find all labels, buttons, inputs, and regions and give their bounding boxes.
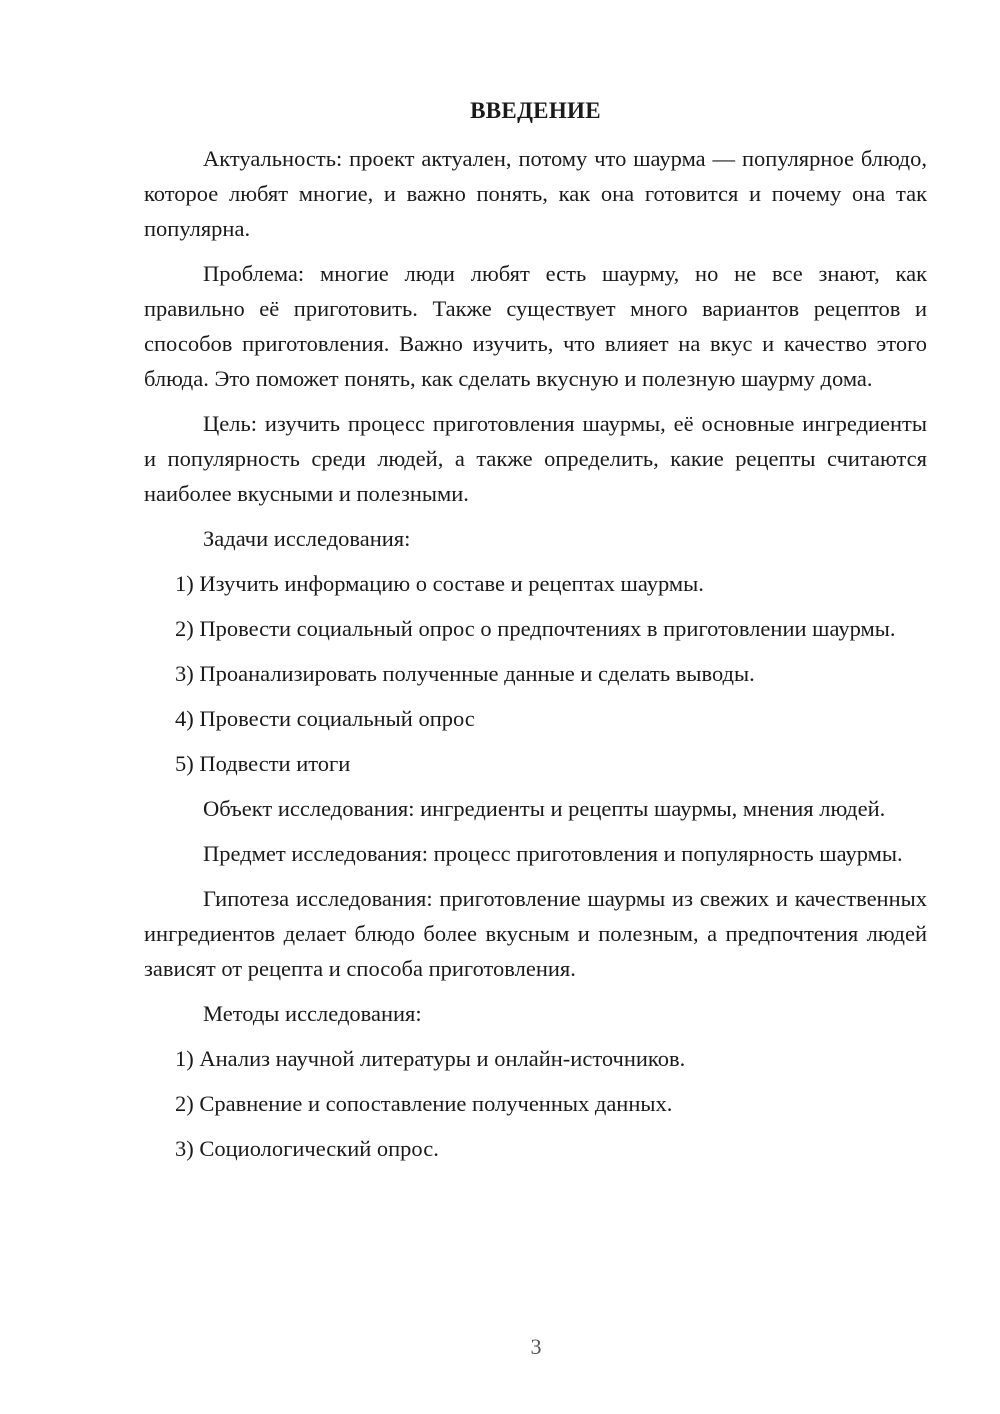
list-item-task-3: 3) Проанализировать полученные данные и сделать выводы. bbox=[175, 661, 755, 686]
list-item-method-2: 2) Сравнение и сопоставление полученных данных. bbox=[175, 1091, 673, 1116]
list-item-method-1: 1) Анализ научной литературы и онлайн-источников. bbox=[175, 1046, 686, 1071]
paragraph-object: Объект исследования: ингредиенты и рецепты шаурмы, мнения людей. bbox=[203, 796, 886, 821]
page-number: 3 bbox=[530, 1334, 542, 1359]
page-title: ВВЕДЕНИЕ bbox=[470, 98, 601, 123]
list-item-task-5: 5) Подвести итоги bbox=[175, 751, 351, 776]
list-item-task-1: 1) Изучить информацию о составе и рецептах шаурмы. bbox=[175, 571, 704, 596]
paragraph-relevance: Актуальность: проект актуален, потому что шаурма — популярное блюдо, которое любят многие, и важно понять, как она готовится и почему она так популярна. bbox=[144, 146, 927, 241]
paragraph-methods-heading: Методы исследования: bbox=[203, 1001, 422, 1026]
list-item-method-3: 3) Социологический опрос. bbox=[175, 1136, 439, 1161]
paragraph-subject: Предмет исследования: процесс приготовления и популярность шаурмы. bbox=[203, 841, 903, 866]
document-page bbox=[144, 95, 927, 1176]
paragraph-goal: Цель: изучить процесс приготовления шаурмы, её основные ингредиенты и популярность среди людей, а также определить, какие рецепты считаются наиболее вкусными и полезными. bbox=[144, 411, 927, 506]
paragraph-hypothesis: Гипотеза исследования: приготовление шаурмы из свежих и качественных ингредиентов делает блюдо более вкусным и полезным, а предпочтения людей зависят от рецепта и способа приготовления. bbox=[144, 886, 927, 981]
paragraph-problem: Проблема: многие люди любят есть шаурму, но не все знают, как правильно её приготовить. Также существует много вариантов рецептов и способов приготовления. Важно изучить, что влияет на вкус и качество этого блюда. Это поможет понять, как сделать вкусную и полезную шаурму дома. bbox=[144, 261, 927, 391]
list-item-task-2: 2) Провести социальный опрос о предпочтениях в приготовлении шаурмы. bbox=[175, 616, 896, 641]
list-item-task-4: 4) Провести социальный опрос bbox=[175, 706, 475, 731]
paragraph-tasks-heading: Задачи исследования: bbox=[203, 526, 411, 551]
